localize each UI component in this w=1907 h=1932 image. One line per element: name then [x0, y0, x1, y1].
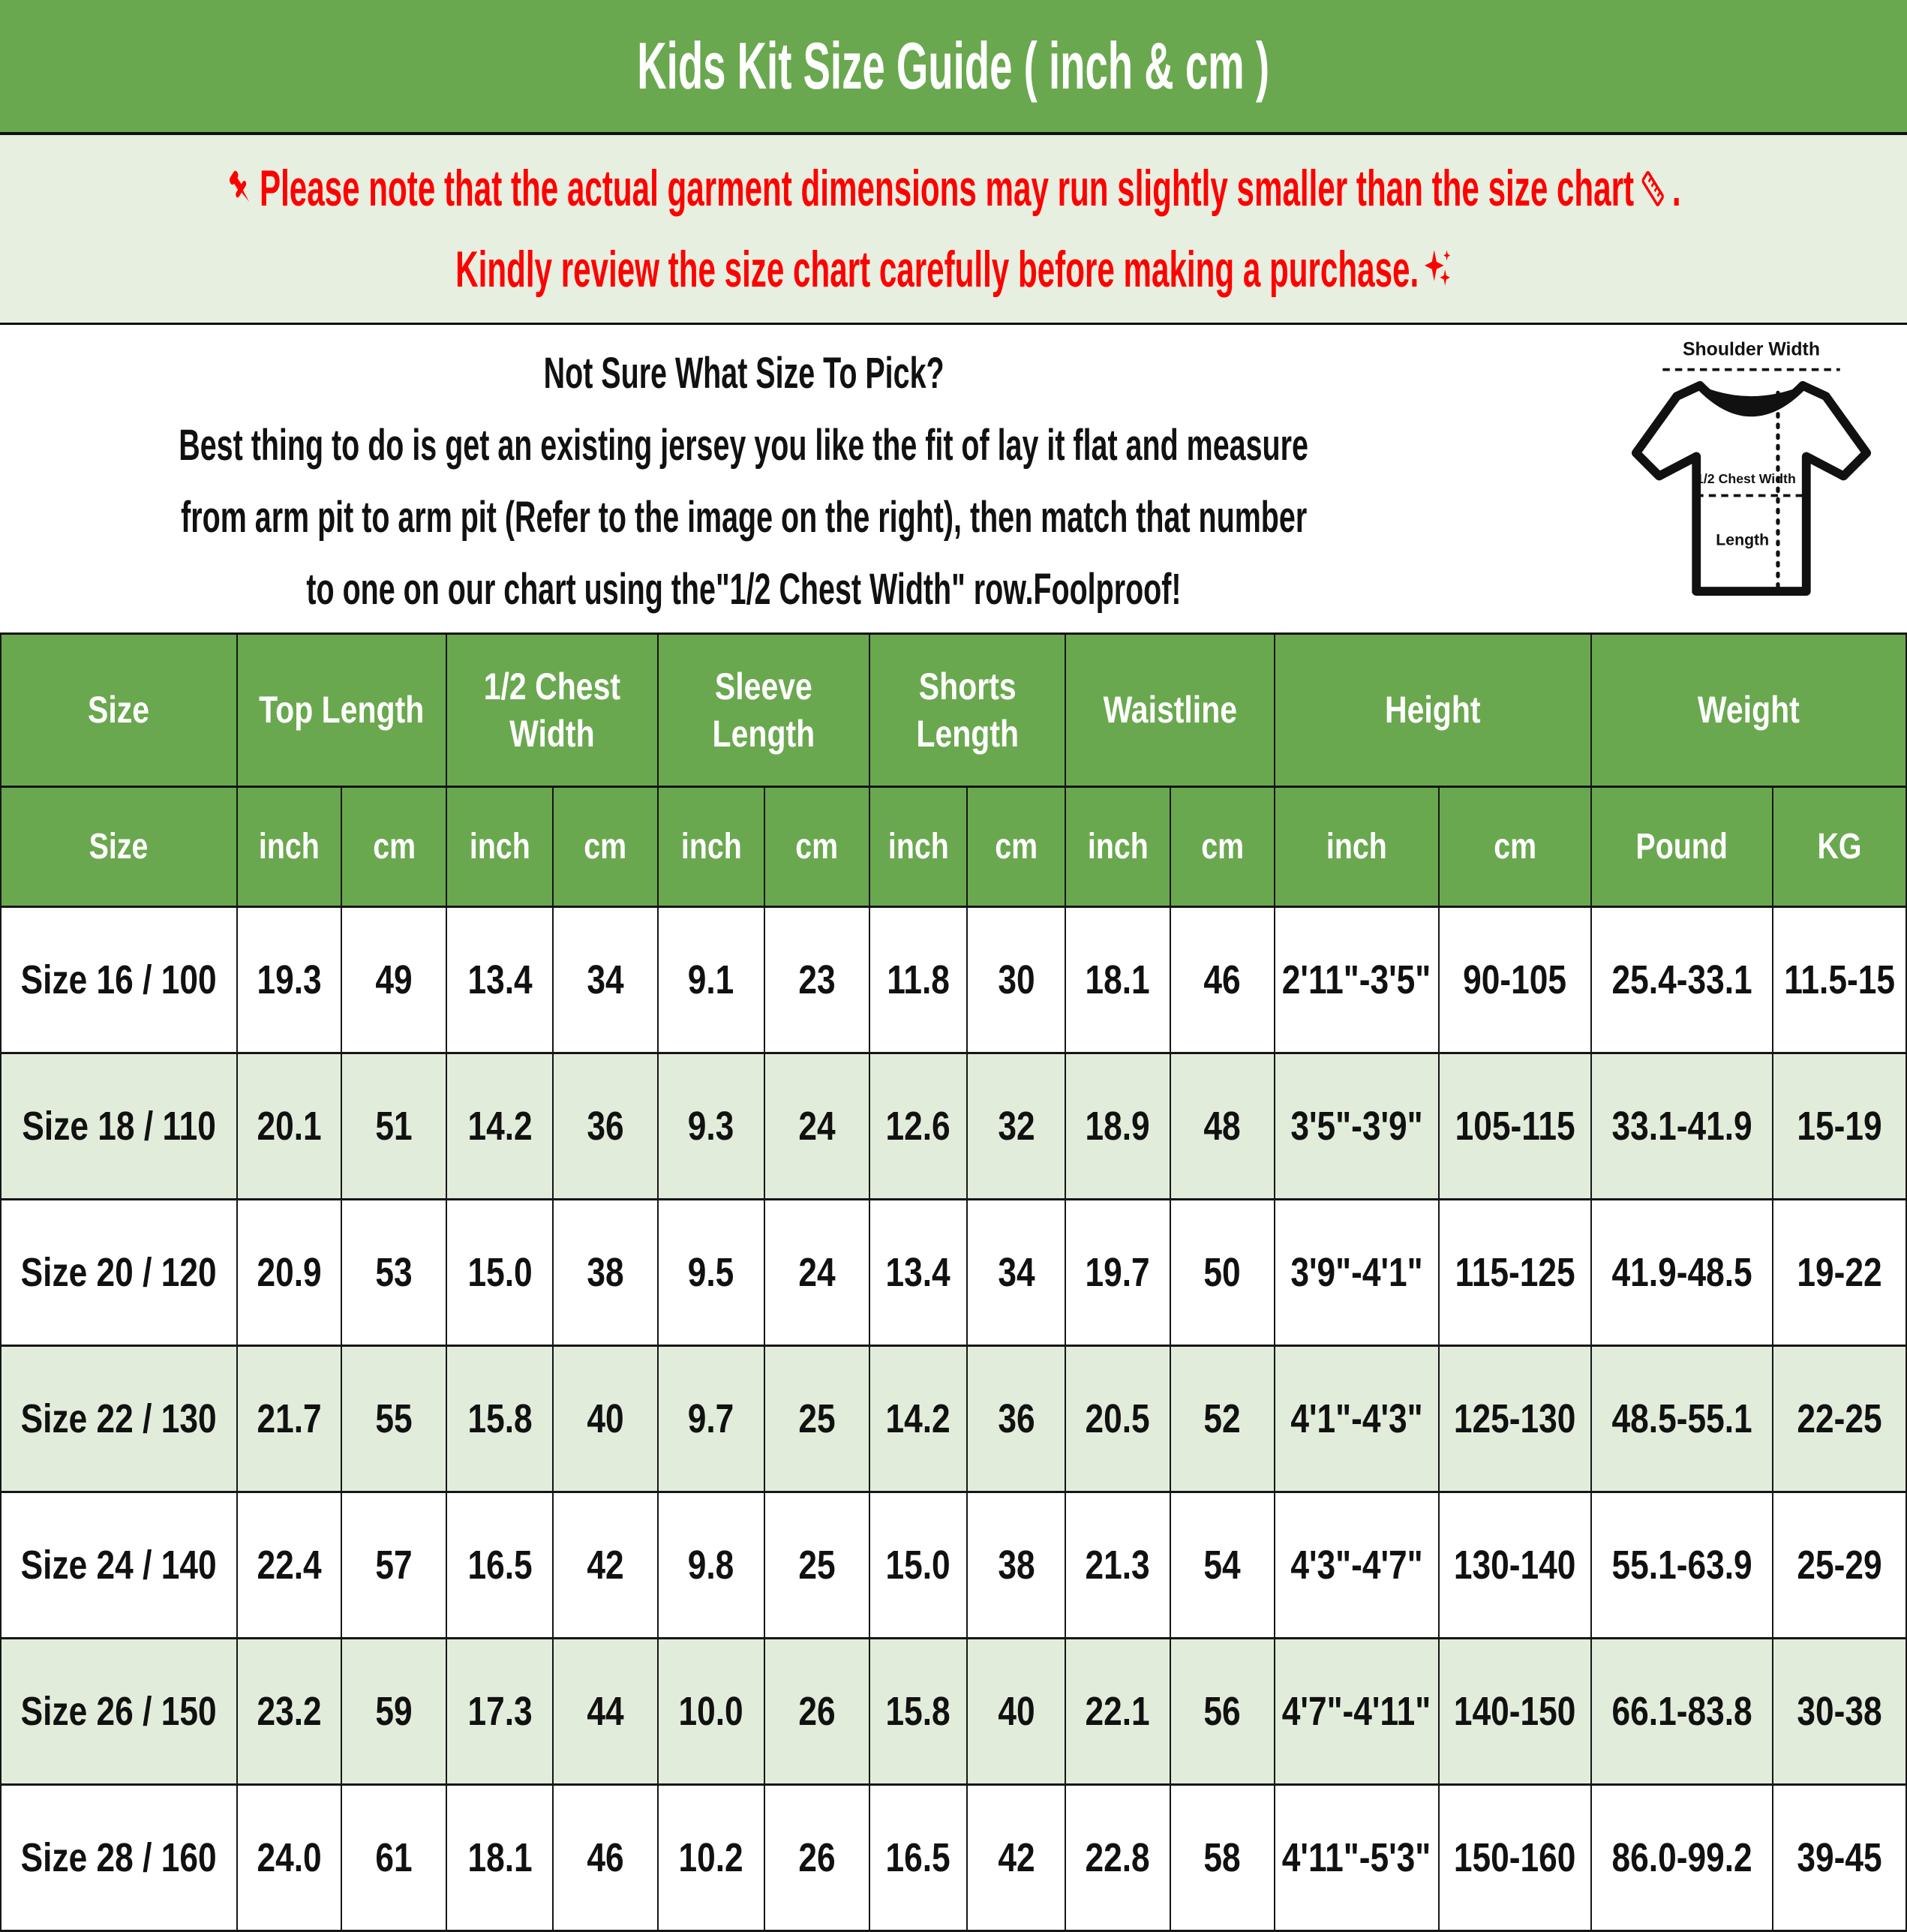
value-cell: 24.0	[237, 1785, 342, 1931]
value-cell: 15-19	[1773, 1053, 1906, 1200]
value-cell: 17.3	[446, 1639, 553, 1785]
value-cell: 61	[341, 1785, 446, 1931]
value-cell: 105-115	[1439, 1053, 1591, 1200]
value-cell: 30-38	[1773, 1639, 1906, 1785]
column-group-1-2-chest-width: 1/2 Chest Width	[446, 634, 658, 787]
value-cell: 9.7	[658, 1346, 764, 1492]
value-cell: 13.4	[446, 907, 553, 1053]
value-cell: 52	[1170, 1346, 1275, 1492]
note-line-2-text: Kindly review the size chart carefully before making a purchase.	[455, 241, 1419, 298]
value-cell: 55.1-63.9	[1591, 1492, 1773, 1639]
value-cell: 46	[553, 1785, 658, 1931]
value-cell: 3'5"-3'9"	[1275, 1053, 1438, 1200]
unit-header-5-inch: inch	[658, 787, 764, 907]
value-cell: 46	[1170, 907, 1275, 1053]
page-title: Kids Kit Size Guide ( inch & cm )	[637, 29, 1270, 103]
size-chart-table	[0, 632, 1907, 1932]
value-cell: 14.2	[869, 1346, 968, 1492]
shoulder-width-label: Shoulder Width	[1683, 339, 1820, 360]
value-cell: 22.4	[237, 1492, 342, 1639]
value-cell: 42	[553, 1492, 658, 1639]
ruler-icon	[1638, 165, 1667, 212]
unit-header-13-pound: Pound	[1591, 787, 1773, 907]
note-line-1-text: Please note that the actual garment dimensions may run slightly smaller than the size chart	[259, 160, 1635, 217]
value-cell: 12.6	[869, 1053, 968, 1200]
value-cell: 24	[764, 1200, 869, 1346]
value-cell: 9.1	[658, 907, 764, 1053]
header-group-row	[1, 634, 1906, 787]
value-cell: 44	[553, 1639, 658, 1785]
table-row-size-28-160	[1, 1785, 1906, 1931]
column-group-shorts-length: Shorts Length	[869, 634, 1065, 787]
value-cell: 150-160	[1439, 1785, 1591, 1931]
value-cell: 38	[553, 1200, 658, 1346]
table-row-size-26-150	[1, 1639, 1906, 1785]
unit-header-12-cm: cm	[1439, 787, 1591, 907]
value-cell: 90-105	[1439, 907, 1591, 1053]
value-cell: 9.8	[658, 1492, 764, 1639]
unit-header-7-inch: inch	[869, 787, 968, 907]
unit-header-3-inch: inch	[446, 787, 553, 907]
value-cell: 4'7"-4'11"	[1275, 1639, 1438, 1785]
value-cell: 20.5	[1065, 1346, 1170, 1492]
value-cell: 4'3"-4'7"	[1275, 1492, 1438, 1639]
table-row-size-18-110	[1, 1053, 1906, 1200]
value-cell: 34	[553, 907, 658, 1053]
value-cell: 26	[764, 1785, 869, 1931]
value-cell: 57	[341, 1492, 446, 1639]
unit-header-11-inch: inch	[1275, 787, 1438, 907]
value-cell: 10.0	[658, 1639, 764, 1785]
value-cell: 15.8	[869, 1639, 968, 1785]
value-cell: 115-125	[1439, 1200, 1591, 1346]
value-cell: 4'11"-5'3"	[1275, 1785, 1438, 1931]
table-row-size-24-140	[1, 1492, 1906, 1639]
value-cell: 10.2	[658, 1785, 764, 1931]
tshirt-outline	[1636, 386, 1866, 591]
guide-heading: Not Sure What Size To Pick?	[543, 348, 944, 398]
unit-header-1-inch: inch	[237, 787, 342, 907]
value-cell: 140-150	[1439, 1639, 1591, 1785]
value-cell: 18.1	[1065, 907, 1170, 1053]
column-group-size: Size	[1, 634, 237, 787]
value-cell: 125-130	[1439, 1346, 1591, 1492]
value-cell: 4'1"-4'3"	[1275, 1346, 1438, 1492]
value-cell: 56	[1170, 1639, 1275, 1785]
table-row-size-20-120	[1, 1200, 1906, 1346]
size-label-cell: Size 22 / 130	[1, 1346, 237, 1492]
value-cell: 38	[967, 1492, 1065, 1639]
value-cell: 32	[967, 1053, 1065, 1200]
measuring-guide-section	[0, 325, 1907, 632]
value-cell: 130-140	[1439, 1492, 1591, 1639]
column-group-height: Height	[1275, 634, 1590, 787]
unit-header-6-cm: cm	[764, 787, 869, 907]
value-cell: 50	[1170, 1200, 1275, 1346]
tshirt-diagram-svg	[1618, 332, 1884, 625]
value-cell: 19.7	[1065, 1200, 1170, 1346]
size-label-cell: Size 18 / 110	[1, 1053, 237, 1200]
note-band	[0, 135, 1907, 325]
value-cell: 39-45	[1773, 1785, 1906, 1931]
note-line-1	[0, 159, 1907, 218]
guide-text	[0, 337, 1488, 625]
value-cell: 2'11"-3'5"	[1275, 907, 1438, 1053]
length-label: Length	[1716, 530, 1770, 549]
note-line-2	[0, 240, 1907, 299]
value-cell: 15.0	[869, 1492, 968, 1639]
table-row-size-16-100	[1, 907, 1906, 1053]
value-cell: 14.2	[446, 1053, 553, 1200]
value-cell: 34	[967, 1200, 1065, 1346]
guide-line-3: from arm pit to arm pit (Refer to the image on the right), then match that number	[180, 492, 1307, 542]
value-cell: 22-25	[1773, 1346, 1906, 1492]
column-group-waistline: Waistline	[1065, 634, 1275, 787]
guide-line-2: Best thing to do is get an existing jersey you like the fit of lay it flat and measure	[179, 420, 1309, 470]
size-label-cell: Size 16 / 100	[1, 907, 237, 1053]
title-bar	[0, 0, 1907, 135]
value-cell: 15.0	[446, 1200, 553, 1346]
value-cell: 25.4-33.1	[1591, 907, 1773, 1053]
note-line-1-suffix: .	[1671, 160, 1681, 217]
size-label-cell: Size 28 / 160	[1, 1785, 237, 1931]
value-cell: 9.3	[658, 1053, 764, 1200]
value-cell: 11.8	[869, 907, 968, 1053]
unit-header-9-inch: inch	[1065, 787, 1170, 907]
column-group-top-length: Top Length	[237, 634, 446, 787]
unit-header-10-cm: cm	[1170, 787, 1275, 907]
value-cell: 24	[764, 1053, 869, 1200]
column-group-sleeve-length: Sleeve Length	[658, 634, 869, 787]
size-label-cell: Size 26 / 150	[1, 1639, 237, 1785]
size-label-cell: Size 20 / 120	[1, 1200, 237, 1346]
value-cell: 86.0-99.2	[1591, 1785, 1773, 1931]
value-cell: 33.1-41.9	[1591, 1053, 1773, 1200]
value-cell: 59	[341, 1639, 446, 1785]
unit-header-4-cm: cm	[553, 787, 658, 907]
value-cell: 51	[341, 1053, 446, 1200]
guide-line-4: to one on our chart using the"1/2 Chest Width" row.Foolproof!	[306, 564, 1182, 614]
value-cell: 16.5	[869, 1785, 968, 1931]
value-cell: 40	[967, 1639, 1065, 1785]
value-cell: 66.1-83.8	[1591, 1639, 1773, 1785]
unit-header-0-size: Size	[1, 787, 237, 907]
half-chest-width-label: 1/2 Chest Width	[1696, 470, 1796, 486]
value-cell: 22.1	[1065, 1639, 1170, 1785]
size-label-cell: Size 24 / 140	[1, 1492, 237, 1639]
value-cell: 49	[341, 907, 446, 1053]
value-cell: 58	[1170, 1785, 1275, 1931]
value-cell: 25-29	[1773, 1492, 1906, 1639]
value-cell: 18.9	[1065, 1053, 1170, 1200]
value-cell: 23.2	[237, 1639, 342, 1785]
tshirt-measurement-diagram	[1618, 332, 1884, 625]
value-cell: 48.5-55.1	[1591, 1346, 1773, 1492]
value-cell: 11.5-15	[1773, 907, 1906, 1053]
unit-header-14-kg: KG	[1773, 787, 1906, 907]
value-cell: 21.7	[237, 1346, 342, 1492]
value-cell: 21.3	[1065, 1492, 1170, 1639]
value-cell: 36	[553, 1053, 658, 1200]
value-cell: 48	[1170, 1053, 1275, 1200]
value-cell: 15.8	[446, 1346, 553, 1492]
pushpin-icon	[226, 165, 254, 212]
value-cell: 13.4	[869, 1200, 968, 1346]
value-cell: 25	[764, 1492, 869, 1639]
value-cell: 53	[341, 1200, 446, 1346]
table-row-size-22-130	[1, 1346, 1906, 1492]
value-cell: 22.8	[1065, 1785, 1170, 1931]
value-cell: 36	[967, 1346, 1065, 1492]
value-cell: 26	[764, 1639, 869, 1785]
value-cell: 23	[764, 907, 869, 1053]
unit-header-8-cm: cm	[967, 787, 1065, 907]
value-cell: 19-22	[1773, 1200, 1906, 1346]
value-cell: 41.9-48.5	[1591, 1200, 1773, 1346]
value-cell: 20.9	[237, 1200, 342, 1346]
value-cell: 16.5	[446, 1492, 553, 1639]
value-cell: 30	[967, 907, 1065, 1053]
value-cell: 40	[553, 1346, 658, 1492]
unit-header-2-cm: cm	[341, 787, 446, 907]
value-cell: 55	[341, 1346, 446, 1492]
sparkles-icon	[1423, 246, 1452, 293]
value-cell: 54	[1170, 1492, 1275, 1639]
value-cell: 3'9"-4'1"	[1275, 1200, 1438, 1346]
value-cell: 42	[967, 1785, 1065, 1931]
value-cell: 18.1	[446, 1785, 553, 1931]
column-group-weight: Weight	[1591, 634, 1906, 787]
value-cell: 25	[764, 1346, 869, 1492]
value-cell: 9.5	[658, 1200, 764, 1346]
value-cell: 20.1	[237, 1053, 342, 1200]
value-cell: 19.3	[237, 907, 342, 1053]
header-unit-row	[1, 787, 1906, 907]
